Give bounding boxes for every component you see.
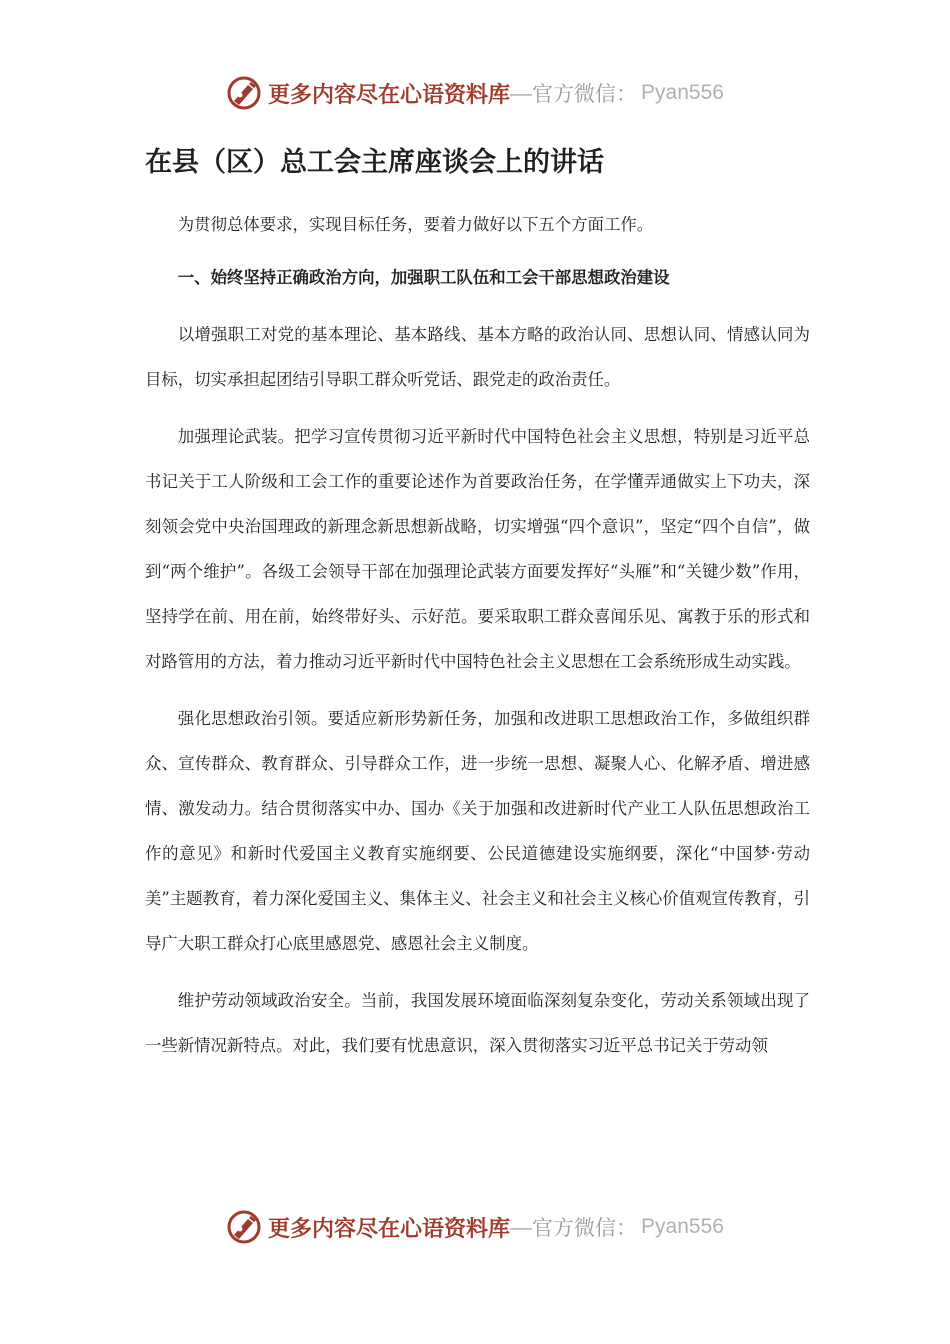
banner-separator: —: [510, 1214, 533, 1239]
banner-text: 更多内容尽在心语资料库: [268, 1215, 511, 1242]
body-paragraph: 加强理论武装。把学习宣传贯彻习近平新时代中国特色社会主义思想，特别是习近平总书记关于工人阶级和工会工作的重要论述作为首要政治任务，在学懂弄通做实上下功夫，深刻领会党中央治国理政的新理念新思想新战略，切实增强“四个意识”，坚定“四个自信”，做到“两个维护”。各级工会领导干部在加强理论武装方面要发挥好“头雁”和“关键少数”作用，坚持学在前、用在前，始终带好头、示好范。要采取职工群众喜闻乐见、寓教于乐的形式和对路管用的方法，着力推动习近平新时代中国特色社会主义思想在工会系统形成生动实践。: [145, 427, 810, 671]
footer-banner: [0, 1204, 950, 1250]
intro-paragraph: 为贯彻总体要求，实现目标任务，要着力做好以下五个方面工作。: [177, 215, 654, 234]
header-banner: [0, 70, 950, 116]
body-paragraph: 以增强职工对党的基本理论、基本路线、基本方略的政治认同、思想认同、情感认同为目标，切实承担起团结引导职工群众听党话、跟党走的政治责任。: [145, 325, 810, 389]
body-paragraph: 强化思想政治引领。要适应新形势新任务，加强和改进职工思想政治工作，多做组织群众、宣传群众、教育群众、引导群众工作，进一步统一思想、凝聚人心、化解矛盾、增进感情、激发动力。结合贯彻落实中办、国办《关于加强和改进新时代产业工人队伍思想政治工作的意见》和新时代爱国主义教育实施纲要、公民道德建设实施纲要，深化“中国梦·劳动美”主题教育，着力深化爱国主义、集体主义、社会主义和社会主义核心价值观宣传教育，引导广大职工群众打心底里感恩党、感恩社会主义制度。: [145, 709, 810, 953]
body-paragraph: 维护劳动领域政治安全。当前，我国发展环境面临深刻复杂变化，劳动关系领域出现了一些新情况新特点。对此，我们要有忧患意识，深入贯彻落实习近平总书记关于劳动领: [145, 991, 810, 1055]
pen-logo-icon: [226, 1209, 262, 1245]
banner-wechat-id: Pyan556: [641, 81, 724, 104]
banner-wechat-label: 官方微信：: [532, 82, 638, 106]
pen-logo-icon: [226, 75, 262, 111]
banner-wechat-label: 官方微信：: [532, 1216, 638, 1240]
banner-separator: —: [510, 80, 533, 105]
document-title: 在县（区）总工会主席座谈会上的讲话: [145, 147, 604, 178]
section-heading: 一、始终坚持正确政治方向，加强职工队伍和工会干部思想政治建设: [177, 268, 670, 287]
document-body: [145, 140, 810, 1080]
banner-text: 更多内容尽在心语资料库: [268, 81, 511, 108]
banner-wechat-id: Pyan556: [641, 1215, 724, 1238]
